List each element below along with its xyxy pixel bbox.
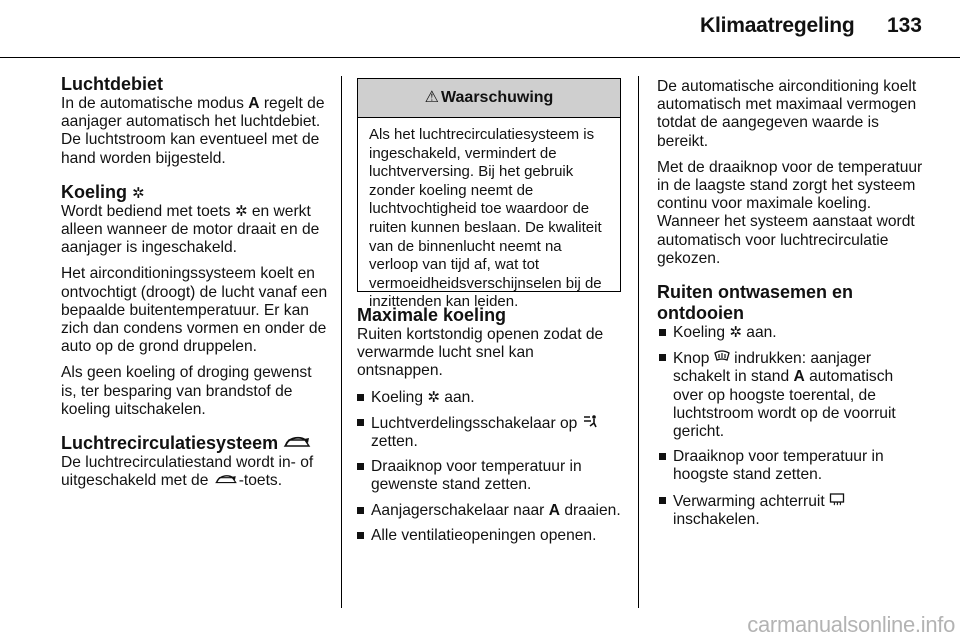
snowflake-icon: ✲ <box>427 388 440 406</box>
cooling-text-3: Als geen koeling of droging gewenst is, ter besparing van brandstof de koeling uitschakelen. <box>61 364 312 418</box>
list-item: Knop indrukken: aanjager schakelt in stand A automatisch over op hoogste toerental, de luchtstroom wordt op de voorruit gericht. <box>659 349 925 441</box>
list-item: Aanjagerschakelaar naar A draaien. <box>357 502 623 520</box>
header-rule <box>0 57 960 58</box>
header-title: Klimaatregeling <box>700 14 855 37</box>
airflow-heading: Luchtdebiet <box>61 74 163 94</box>
mode-a-symbol: A <box>793 368 805 386</box>
mode-a-symbol: A <box>248 95 260 112</box>
column-divider-right <box>638 76 639 608</box>
list-item: Alle ventilatieopeningen openen. <box>357 527 623 545</box>
windscreen-defrost-icon <box>714 349 730 366</box>
column-middle <box>357 305 623 552</box>
warning-title: Waarschuwing <box>441 89 554 106</box>
warning-triangle-icon: ⚠ <box>424 89 440 106</box>
max-cooling-intro: Ruiten kortstondig openen zodat de verwarmde lucht snel kan ontsnappen. <box>357 326 604 380</box>
column-right <box>657 78 925 536</box>
list-item: Koeling ✲ aan. <box>357 389 623 407</box>
max-cooling-heading: Maximale koeling <box>357 305 507 325</box>
warning-box <box>357 78 621 311</box>
column-left <box>61 74 329 498</box>
recirculation-icon <box>283 433 311 452</box>
defrost-steps <box>659 324 925 529</box>
cooling-text-2: Het airconditioningssysteem koelt en ontvochtigt (droogt) de lucht vanaf een bepaalde buitentemperatuur. Er kan zich dan condens vormen en onder de auto op de grond druppelen. <box>61 265 328 356</box>
max-cooling-steps <box>357 389 623 545</box>
page-number: 133 <box>886 14 922 37</box>
warning-header <box>358 79 620 118</box>
list-item: Draaiknop voor temperatuur in gewenste stand zetten. <box>357 458 623 494</box>
warning-body <box>358 118 620 312</box>
rear-window-heating-icon <box>829 492 845 509</box>
watermark: carmanualsonline.info <box>747 612 955 637</box>
recirculation-heading: Luchtrecirculatiesysteem <box>61 433 329 454</box>
cooling-heading: Koeling ✲ <box>61 181 145 202</box>
defrost-heading: Ruiten ontwasemen en ontdooien <box>657 282 854 324</box>
recirculation-text: De luchtrecirculatiestand wordt in- of uitgeschakeld met de -toets. <box>61 454 314 490</box>
list-item: Koeling ✲ aan. <box>659 324 925 342</box>
warning-text: Als het luchtrecirculatiesysteem is ingeschakeld, vermindert de luchtverversing. Bij het gebruik zonder koeling neemt de luchtvochtigheid toe waardoor de ruiten kunnen beslaan. De kwaliteit van de binnenlucht neemt na verloop van tijd af, wat tot vermoeidheidsverschijnselen bij de inzittenden kan leiden. <box>369 126 602 311</box>
auto-ac-text-1: De automatische airconditioning koelt automatisch met maximaal vermogen totdat de aangegeven waarde is bereikt. <box>657 78 917 150</box>
column-divider-left <box>341 76 342 608</box>
list-item: Luchtverdelingsschakelaar op zetten. <box>357 414 623 451</box>
cooling-text-1: Wordt bediend met toets ✲ en werkt alleen wanneer de motor draait en de aanjager is ingeschakeld. <box>61 202 320 257</box>
recirculation-icon <box>213 472 239 488</box>
list-item: Draaiknop voor temperatuur in hoogste stand zetten. <box>659 448 925 484</box>
snowflake-icon: ✲ <box>234 202 248 220</box>
snowflake-icon: ✲ <box>132 184 145 202</box>
airflow-text: In de automatische modus A regelt de aanjager automatisch het luchtdebiet. De luchtstroom kan eventueel met de hand worden bijgesteld. <box>61 95 325 167</box>
mode-a-symbol: A <box>548 501 560 519</box>
snowflake-icon: ✲ <box>729 324 742 342</box>
auto-ac-text-2: Met de draaiknop voor de temperatuur in de laagste stand zorgt het systeem continu voor maximale koeling. Wanneer het systeem aanstaat wordt automatisch voor luchtrecirculatie gekozen. <box>657 158 923 267</box>
air-distribution-icon <box>582 414 598 431</box>
list-item: Verwarming achterruit inschakelen. <box>659 492 925 529</box>
